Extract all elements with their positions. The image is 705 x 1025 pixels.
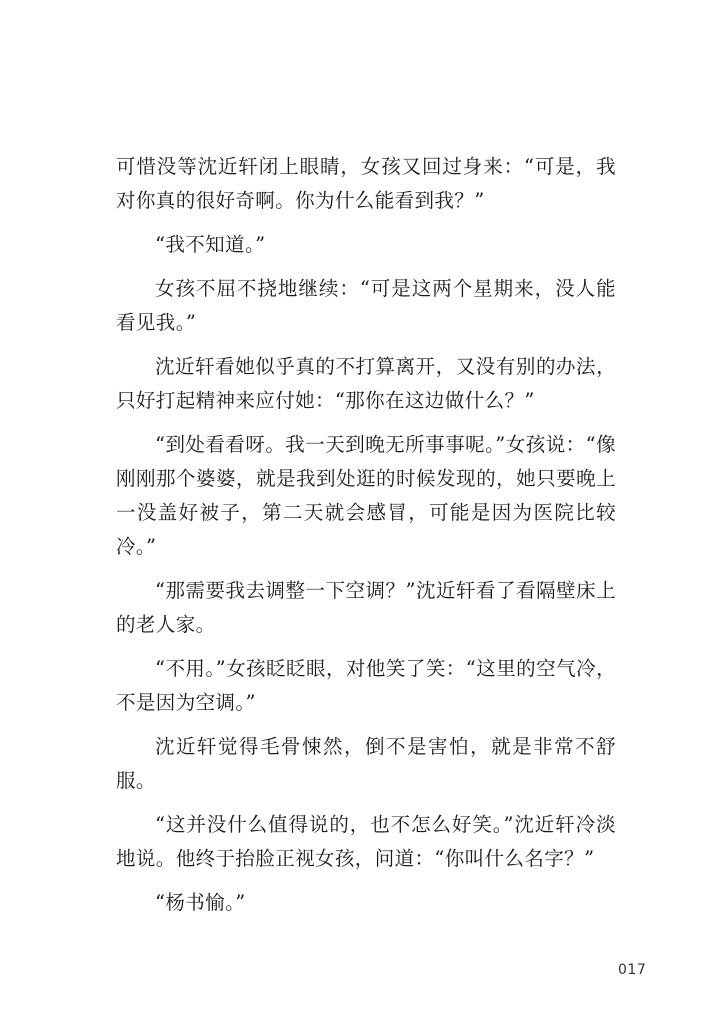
paragraph-5: “到处看看呀。我一天到晚无所事事呢。”女孩说：“像刚刚那个婆婆，就是我到处逛的时候发现的，她只要晚上一没盖好被子，第二天就会感冒，可能是因为医院比较冷。” [116,433,616,558]
paragraph-4: 沈近轩看她似乎真的不打算离开，又没有别的办法，只好打起精神来应付她：“那你在这边做什么？” [116,355,616,412]
paragraph-3: 女孩不屈不挠地继续：“可是这两个星期来，没人能看见我。” [116,277,616,334]
page-number: 017 [618,962,647,978]
paragraph-2: “我不知道。” [155,233,266,256]
paragraph-6: “那需要我去调整一下空调？”沈近轩看了看隔壁床上的老人家。 [116,579,616,636]
body-text [116,150,616,930]
paragraph-9: “这并没什么值得说的，也不怎么好笑。”沈近轩冷淡地说。他终于抬脸正视女孩，问道：“你叫什么名字？” [116,813,616,870]
paragraph-8: 沈近轩觉得毛骨悚然，倒不是害怕，就是非常不舒服。 [116,735,616,792]
paragraph-7: “不用。”女孩眨眨眼，对他笑了笑：“这里的空气冷，不是因为空调。” [116,657,616,714]
paragraph-1: 可惜没等沈近轩闭上眼睛，女孩又回过身来：“可是，我对你真的很好奇啊。你为什么能看到我？” [116,155,616,212]
paragraph-10: “杨书愉。” [155,891,246,914]
